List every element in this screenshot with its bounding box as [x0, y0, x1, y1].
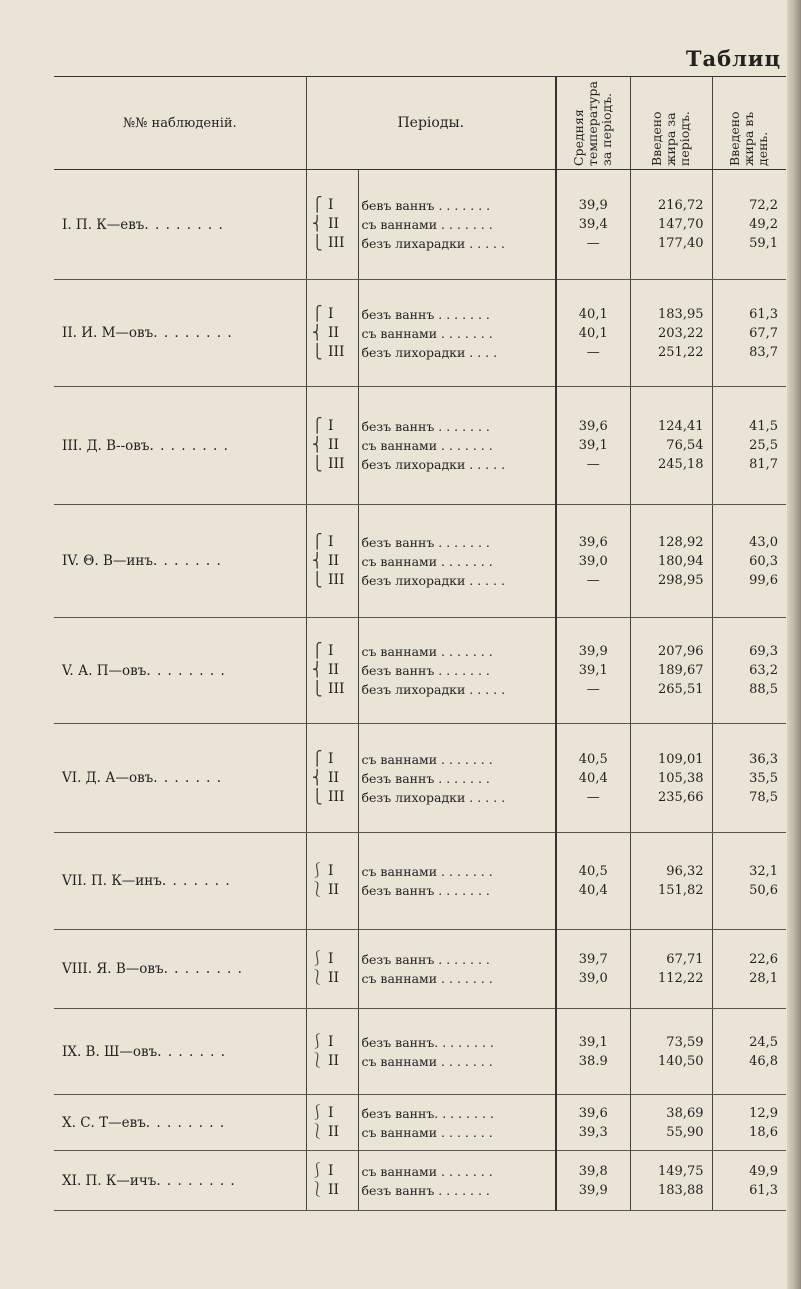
fat-period-values	[630, 833, 712, 930]
fat-day-values	[712, 833, 786, 930]
header-fat-period-text: Введено жира за періодъ.	[649, 111, 693, 166]
period-numbers	[328, 1009, 358, 1095]
fat-day-value: 43,0	[749, 534, 779, 550]
fat-period-value: 151,82	[658, 883, 704, 898]
observation-dots: . . . . . . . .	[156, 1172, 236, 1189]
observation-name	[54, 387, 306, 505]
period-number: I	[328, 418, 334, 434]
temperature-value: 39,9	[578, 198, 608, 213]
fat-period-value: 189,67	[658, 663, 704, 678]
period-number: I	[328, 1104, 334, 1121]
table-title: Таблиц	[685, 46, 781, 71]
observation-label: XI. П. К—ичъ	[62, 1172, 157, 1189]
temperature-values	[556, 387, 630, 505]
temperature-values	[556, 930, 630, 1009]
data-table	[54, 76, 786, 1211]
header-temperature	[556, 77, 630, 170]
fat-period-value: 216,72	[658, 198, 704, 213]
period-number: II	[328, 1123, 340, 1140]
temperature-value: —	[586, 572, 600, 588]
period-description: безъ ваннъ . . . . . . .	[361, 419, 490, 434]
temperature-values	[556, 1095, 630, 1151]
table-row	[54, 618, 786, 724]
page-edge-shadow	[787, 0, 801, 1289]
period-number: II	[328, 970, 340, 986]
period-numbers	[328, 618, 358, 724]
brace: ⎰ ⎱	[306, 1009, 328, 1095]
period-number: II	[328, 216, 340, 232]
observation-label: VIII. Я. В—овъ	[62, 961, 164, 977]
temperature-values	[556, 833, 630, 930]
fat-day-value: 35,5	[749, 770, 779, 786]
period-number: II	[328, 324, 340, 341]
fat-day-value: 18,6	[749, 1124, 779, 1140]
fat-period-value: 73,59	[666, 1034, 704, 1050]
temperature-value: —	[586, 344, 600, 360]
temperature-values	[556, 170, 630, 280]
period-description: безъ ваннъ. . . . . . . .	[361, 1034, 494, 1050]
period-numbers	[328, 1151, 358, 1211]
observation-name	[54, 1095, 306, 1151]
table-row	[54, 170, 786, 280]
fat-day-values	[712, 724, 786, 833]
observation-name	[54, 1151, 306, 1211]
table-row	[54, 930, 786, 1009]
period-descriptions	[358, 170, 556, 280]
observation-name	[54, 724, 306, 833]
temperature-values	[556, 280, 630, 387]
table-row	[54, 387, 786, 505]
observation-label: VII. П. К—инъ	[62, 873, 162, 889]
observation-dots: . . . . . . .	[161, 873, 231, 889]
observation-label: IV. Θ. В—инъ	[62, 553, 153, 569]
fat-day-value: 69,3	[749, 644, 779, 659]
period-descriptions	[358, 930, 556, 1009]
period-number: I	[328, 197, 334, 213]
fat-period-value: 207,96	[658, 644, 704, 659]
fat-day-value: 83,7	[749, 344, 779, 360]
brace: ⎧ ⎨ ⎩	[306, 387, 328, 505]
observation-name	[54, 280, 306, 387]
fat-day-values	[712, 280, 786, 387]
fat-day-value: 49,9	[749, 1163, 779, 1179]
temperature-value: 39,1	[578, 438, 608, 453]
fat-day-value: 28,1	[749, 971, 779, 986]
period-number: I	[328, 305, 334, 322]
fat-period-value: 149,75	[658, 1163, 704, 1179]
period-number: II	[328, 1181, 340, 1198]
table-row	[54, 505, 786, 618]
fat-day-values	[712, 170, 786, 280]
temperature-value: 38.9	[578, 1053, 608, 1069]
observation-dots: . . . . . . . .	[146, 662, 226, 679]
temperature-value: 39,4	[578, 217, 608, 232]
observation-dots: . . . . . . . .	[145, 1114, 226, 1131]
brace: ⎧ ⎨ ⎩	[306, 724, 328, 833]
fat-period-value: 147,70	[658, 217, 704, 232]
fat-period-value: 183,95	[658, 306, 704, 322]
fat-period-values	[630, 505, 712, 618]
period-number: III	[328, 456, 345, 472]
period-description: безъ ваннъ . . . . . . .	[361, 306, 490, 322]
fat-period-value: 67,71	[666, 952, 704, 967]
period-number: I	[328, 1162, 334, 1179]
observation-name	[54, 618, 306, 724]
fat-day-values	[712, 387, 786, 505]
brace: ⎧ ⎨ ⎩	[306, 170, 328, 280]
period-numbers	[328, 724, 358, 833]
fat-period-value: 298,95	[658, 572, 704, 588]
temperature-value: —	[586, 789, 600, 805]
fat-period-value: 180,94	[658, 553, 704, 569]
period-number: I	[328, 863, 334, 879]
period-description: съ ваннами . . . . . . .	[361, 553, 493, 569]
period-number: II	[328, 769, 340, 786]
period-description: съ ваннами . . . . . . .	[361, 751, 493, 767]
fat-day-value: 72,2	[749, 198, 779, 213]
period-description: съ ваннами . . . . . . .	[361, 1124, 493, 1140]
fat-period-values	[630, 280, 712, 387]
observation-dots: . . . . . . .	[153, 770, 223, 786]
temperature-value: —	[586, 236, 600, 251]
period-description: съ ваннами . . . . . . .	[361, 644, 493, 659]
temperature-value: 39,1	[578, 663, 608, 678]
header-fat-period	[630, 77, 712, 170]
observation-label: X. С. Т—евъ	[62, 1114, 146, 1131]
fat-period-value: 105,38	[658, 770, 704, 786]
observation-dots: . . . . . . . .	[153, 325, 233, 341]
brace: ⎧ ⎨ ⎩	[306, 505, 328, 618]
period-description: безъ лихарадки . . . . .	[361, 236, 505, 251]
temperature-value: 40,1	[578, 325, 608, 341]
period-description: съ ваннами . . . . . . .	[361, 971, 493, 986]
period-number: III	[328, 235, 345, 251]
brace: ⎰ ⎱	[306, 1151, 328, 1211]
period-description: безъ ваннъ . . . . . . .	[361, 883, 490, 898]
period-number: I	[328, 951, 334, 967]
table-row	[54, 1151, 786, 1211]
header-fat-day	[712, 77, 786, 170]
temperature-value: 39,0	[578, 553, 608, 569]
period-number: III	[328, 788, 345, 805]
fat-day-value: 46,8	[749, 1053, 779, 1069]
fat-day-value: 50,6	[749, 883, 779, 898]
temperature-values	[556, 618, 630, 724]
period-description: съ ваннами . . . . . . .	[361, 217, 493, 232]
period-number: I	[328, 1033, 334, 1050]
period-description: съ ваннами . . . . . . .	[361, 1053, 493, 1069]
period-description: безъ лихорадки . . . . .	[361, 682, 506, 697]
fat-day-value: 99,6	[749, 572, 779, 588]
table-row	[54, 280, 786, 387]
period-number: II	[328, 882, 340, 898]
fat-day-value: 49,2	[749, 217, 779, 232]
observation-label: III. Д. В--овъ	[62, 437, 150, 454]
temperature-value: 39,0	[578, 971, 608, 986]
observation-name	[54, 170, 306, 280]
table-row	[54, 833, 786, 930]
observation-name	[54, 930, 306, 1009]
fat-period-value: 96,32	[666, 864, 704, 879]
temperature-values	[556, 724, 630, 833]
fat-period-value: 203,22	[658, 325, 704, 341]
fat-day-values	[712, 930, 786, 1009]
temperature-value: 39,6	[578, 534, 608, 550]
temperature-value: 39,9	[578, 644, 608, 659]
temperature-value: 39,1	[578, 1034, 608, 1050]
fat-day-value: 59,1	[749, 236, 779, 251]
fat-period-value: 124,41	[658, 419, 704, 434]
fat-period-value: 251,22	[658, 344, 704, 360]
temperature-value: 39,6	[578, 1105, 608, 1121]
temperature-value: 40,5	[578, 751, 608, 767]
temperature-value: 40,4	[578, 883, 608, 898]
brace: ⎧ ⎨ ⎩	[306, 618, 328, 724]
fat-day-value: 32,1	[749, 864, 779, 879]
fat-period-value: 112,22	[658, 971, 704, 986]
fat-period-value: 128,92	[658, 534, 704, 550]
observation-dots: . . . . . . .	[152, 553, 222, 569]
observation-dots: . . . . . . .	[157, 1043, 227, 1060]
fat-period-values	[630, 1009, 712, 1095]
period-description: безъ лихорадки . . . .	[361, 344, 498, 360]
period-number: III	[328, 343, 345, 360]
period-number: III	[328, 681, 345, 697]
temperature-values	[556, 1151, 630, 1211]
period-description: съ ваннами . . . . . . .	[361, 1163, 493, 1179]
fat-period-values	[630, 387, 712, 505]
temperature-value: 40,4	[578, 770, 608, 786]
temperature-values	[556, 1009, 630, 1095]
temperature-value: 39,9	[578, 1182, 608, 1198]
period-descriptions	[358, 833, 556, 930]
header-periods: Періоды.	[306, 77, 556, 170]
fat-period-values	[630, 1151, 712, 1211]
fat-day-value: 67,7	[749, 325, 779, 341]
fat-period-value: 55,90	[666, 1124, 704, 1140]
period-description: безъ ваннъ . . . . . . .	[361, 1182, 490, 1198]
table-row	[54, 724, 786, 833]
fat-day-values	[712, 1009, 786, 1095]
period-number: II	[328, 1052, 340, 1069]
period-descriptions	[358, 387, 556, 505]
observation-name	[54, 505, 306, 618]
fat-day-value: 41,5	[749, 419, 779, 434]
fat-day-value: 12,9	[749, 1105, 779, 1121]
period-description: безъ ваннъ . . . . . . .	[361, 952, 490, 967]
fat-period-value: 38,69	[666, 1105, 704, 1121]
period-numbers	[328, 505, 358, 618]
table-row	[54, 1095, 786, 1151]
fat-period-values	[630, 170, 712, 280]
fat-day-value: 22,6	[749, 952, 779, 967]
period-description: съ ваннами . . . . . . .	[361, 438, 493, 453]
fat-day-value: 25,5	[749, 438, 779, 453]
observation-label: I. П. К—евъ	[62, 216, 145, 233]
period-description: безъ ваннъ . . . . . . .	[361, 663, 490, 678]
header-observation: №№ наблюденій.	[54, 77, 306, 170]
temperature-value: 39,6	[578, 419, 608, 434]
fat-period-values	[630, 1095, 712, 1151]
period-numbers	[328, 170, 358, 280]
fat-day-value: 78,5	[749, 789, 779, 805]
fat-day-value: 24,5	[749, 1034, 779, 1050]
fat-period-value: 177,40	[658, 236, 704, 251]
fat-day-value: 63,2	[749, 663, 779, 678]
fat-day-value: 81,7	[749, 457, 779, 472]
period-descriptions	[358, 1151, 556, 1211]
period-number: II	[328, 552, 340, 569]
period-descriptions	[358, 505, 556, 618]
observation-name	[54, 1009, 306, 1095]
period-numbers	[328, 930, 358, 1009]
observation-dots: . . . . . . . .	[144, 216, 224, 233]
period-number: I	[328, 750, 334, 767]
observation-label: II. И. М—овъ	[62, 325, 154, 341]
observation-name	[54, 833, 306, 930]
fat-day-value: 36,3	[749, 751, 779, 767]
fat-day-value: 88,5	[749, 682, 779, 697]
period-number: I	[328, 643, 334, 659]
fat-day-values	[712, 618, 786, 724]
period-description: бевъ ваннъ . . . . . . .	[361, 198, 491, 213]
period-number: II	[328, 662, 340, 678]
temperature-values	[556, 505, 630, 618]
fat-period-value: 140,50	[658, 1053, 704, 1069]
brace: ⎰ ⎱	[306, 930, 328, 1009]
header-temperature-text: Средняя температура за періодъ.	[571, 81, 615, 166]
period-descriptions	[358, 280, 556, 387]
period-description: безъ ваннъ . . . . . . .	[361, 770, 490, 786]
period-description: съ ваннами . . . . . . .	[361, 325, 493, 341]
temperature-value: —	[586, 682, 600, 697]
observation-dots: . . . . . . . .	[149, 437, 229, 454]
period-description: безъ ваннъ. . . . . . . .	[361, 1105, 494, 1121]
fat-day-values	[712, 1095, 786, 1151]
temperature-value: —	[586, 457, 600, 472]
header-row	[54, 77, 786, 170]
temperature-value: 40,1	[578, 306, 608, 322]
period-descriptions	[358, 1095, 556, 1151]
temperature-value: 39,8	[578, 1163, 608, 1179]
brace: ⎰ ⎱	[306, 833, 328, 930]
period-description: безъ ваннъ . . . . . . .	[361, 534, 490, 550]
fat-period-values	[630, 930, 712, 1009]
header-fat-day-text: Введено жира въ день.	[727, 111, 771, 166]
period-descriptions	[358, 618, 556, 724]
fat-period-value: 183,88	[658, 1182, 704, 1198]
temperature-value: 39,3	[578, 1124, 608, 1140]
period-number: III	[328, 571, 345, 588]
fat-day-value: 61,3	[749, 1182, 779, 1198]
period-description: безъ лихорадки . . . . .	[361, 457, 506, 472]
period-numbers	[328, 280, 358, 387]
period-numbers	[328, 387, 358, 505]
period-description: съ ваннами . . . . . . .	[361, 864, 493, 879]
period-descriptions	[358, 724, 556, 833]
period-description: безъ лихорадки . . . . .	[361, 572, 506, 588]
period-number: II	[328, 437, 340, 453]
fat-period-value: 109,01	[658, 751, 704, 767]
observation-label: IX. В. Ш—овъ	[62, 1043, 158, 1060]
temperature-value: 40,5	[578, 864, 608, 879]
fat-period-values	[630, 618, 712, 724]
period-descriptions	[358, 1009, 556, 1095]
period-description: безъ лихорадки . . . . .	[361, 789, 506, 805]
observation-label: VI. Д. А—овъ	[62, 770, 154, 786]
brace: ⎧ ⎨ ⎩	[306, 280, 328, 387]
fat-period-value: 265,51	[658, 682, 704, 697]
brace: ⎰ ⎱	[306, 1095, 328, 1151]
fat-day-values	[712, 1151, 786, 1211]
period-numbers	[328, 1095, 358, 1151]
fat-day-values	[712, 505, 786, 618]
fat-period-value: 245,18	[658, 457, 704, 472]
observation-label: V. А. П—овъ	[62, 662, 147, 679]
fat-day-value: 61,3	[749, 306, 779, 322]
period-number: I	[328, 533, 334, 550]
period-numbers	[328, 833, 358, 930]
fat-day-value: 60,3	[749, 553, 779, 569]
table-row	[54, 1009, 786, 1095]
observation-dots: . . . . . . . .	[163, 961, 243, 977]
temperature-value: 39,7	[578, 952, 608, 967]
fat-period-value: 235,66	[658, 789, 704, 805]
fat-period-values	[630, 724, 712, 833]
fat-period-value: 76,54	[666, 438, 704, 453]
